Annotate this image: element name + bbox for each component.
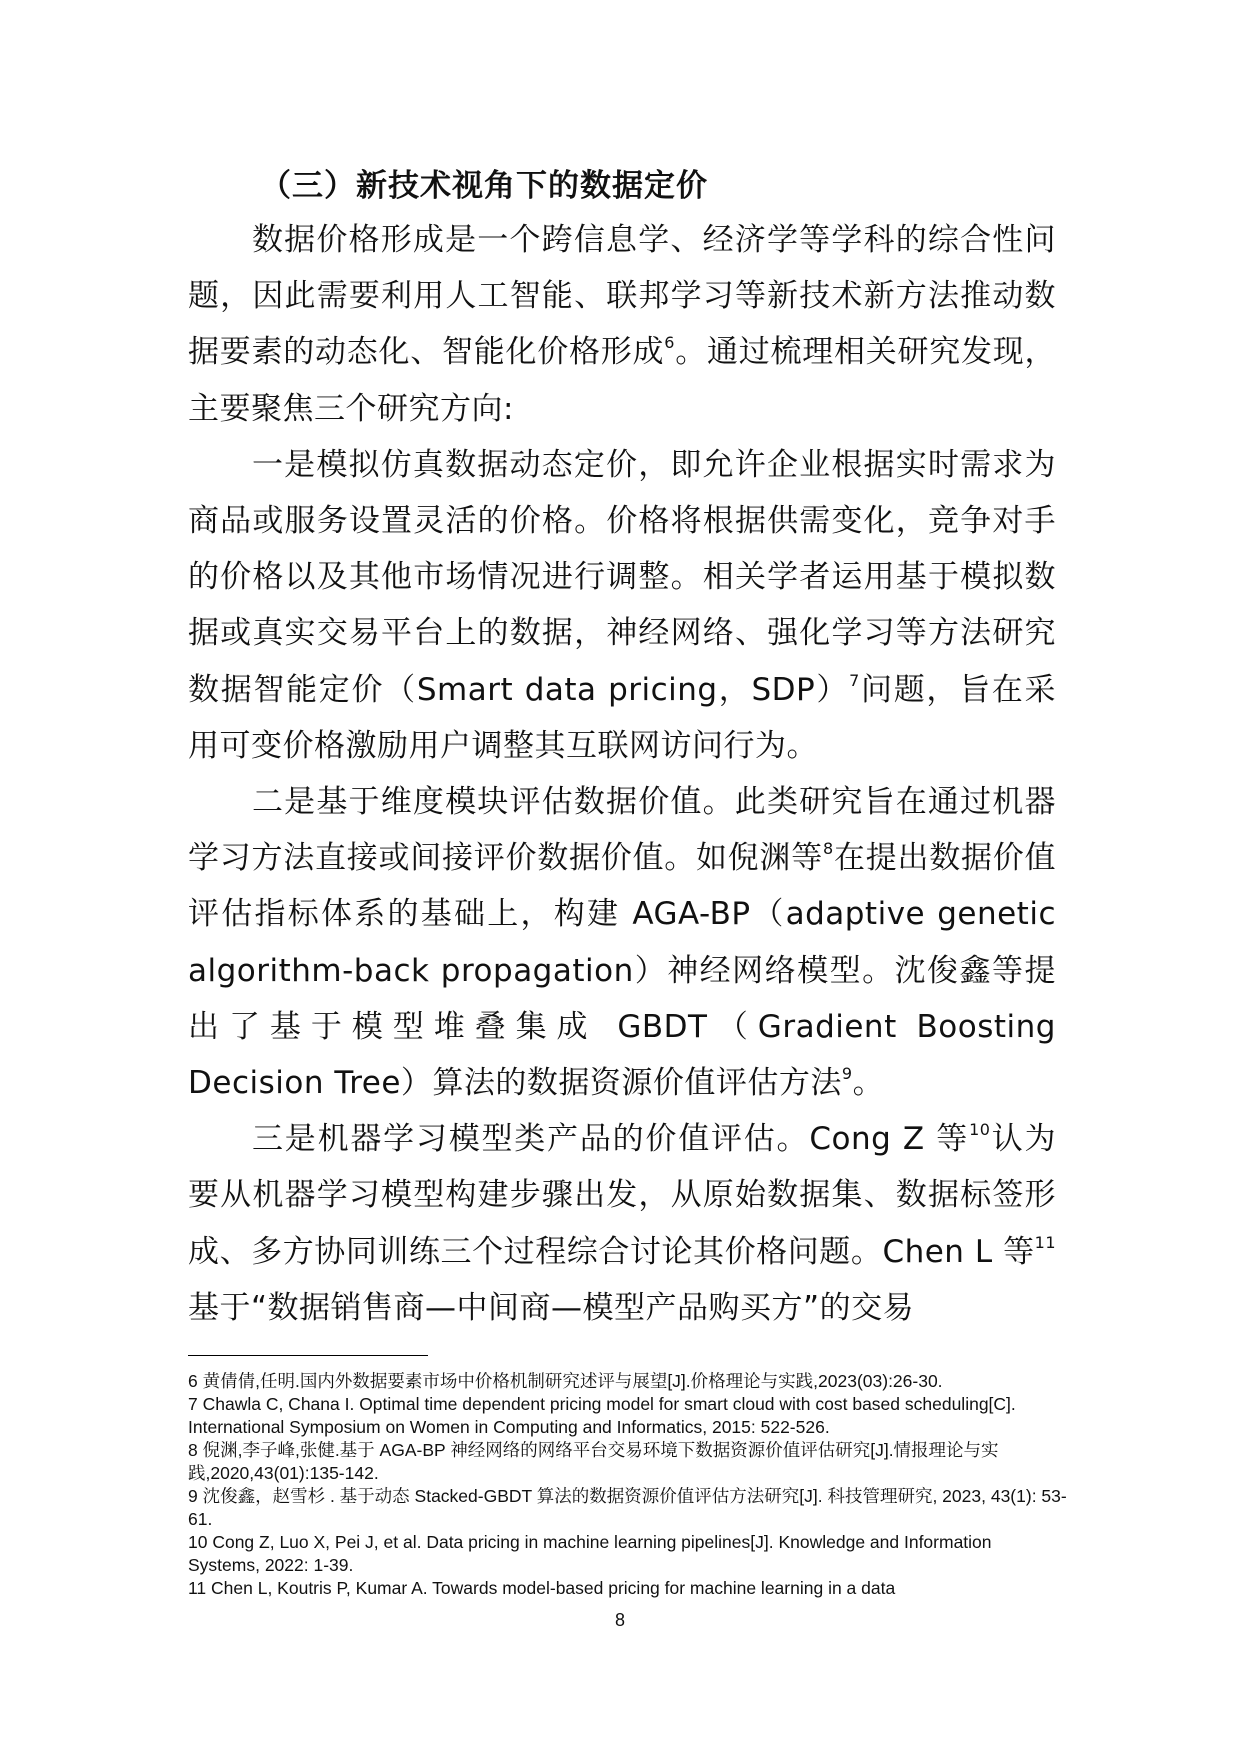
text-segment: 基于“数据销售商—中间商—模型产品购买方”的交易	[188, 1289, 915, 1326]
footnotes	[188, 1370, 1068, 1600]
paragraph-direction-2	[188, 774, 1056, 1111]
footnote-ref-7[interactable]: 7	[849, 670, 860, 690]
page-number: 8	[614, 1610, 625, 1630]
footnote-ref-11[interactable]: 11	[1034, 1232, 1056, 1252]
paragraph-direction-3	[188, 1111, 1056, 1336]
text-segment: 在提出数据价值评估指标体系的基础上，构建 AGA-BP（adaptive genetic algorithm-back propagation）神经网络模型。沈俊鑫等提出了基于模型堆叠集成 GBDT（Gradient Boosting Decision Tree）算法的数据资源价值评估方法	[188, 840, 1057, 1102]
body-text	[188, 212, 1056, 1336]
footnote-11: 11 Chen L, Koutris P, Kumar A. Towards model-based pricing for machine learning in a data	[188, 1578, 896, 1598]
text-segment: 三是机器学习模型类产品的价值评估。Cong Z 等	[252, 1121, 970, 1158]
text-segment: 。通过梳理相关研究发现，主要聚焦三个研究方向:	[188, 334, 1057, 427]
footnote-ref-10[interactable]: 10	[969, 1120, 991, 1140]
footnote-8: 8 倪渊,李子峰,张健.基于 AGA-BP 神经网络的网络平台交易环境下数据资源价值评估研究[J].情报理论与实践,2020,43(01):135-142.	[188, 1440, 999, 1483]
text-segment: 认为要从机器学习模型构建步骤出发，从原始数据集、数据标签形成、多方协同训练三个过程综合讨论其价格问题。Chen L 等	[188, 1121, 1056, 1270]
text-segment: 二是基于维度模块评估数据价值。此类研究旨在通过机器学习方法直接或间接评价数据价值。如倪渊等	[188, 784, 1056, 877]
section-heading: （三）新技术视角下的数据定价	[260, 168, 708, 204]
footnote-ref-8[interactable]: 8	[823, 839, 834, 859]
text-segment: 一是模拟仿真数据动态定价，即允许企业根据实时需求为商品或服务设置灵活的价格。价格将根据供需变化，竞争对手的价格以及其他市场情况进行调整。相关学者运用基于模拟数据或真实交易平台上的数据，神经网络、强化学习等方法研究数据智能定价（Smart data pricing，SDP）	[188, 446, 1056, 708]
text-segment: 。	[852, 1065, 885, 1102]
footnote-9: 9 沈俊鑫，赵雪杉 . 基于动态 Stacked-GBDT 算法的数据资源价值评估方法研究[J]. 科技管理研究, 2023, 43(1): 53-61.	[188, 1486, 1067, 1529]
text-segment: 数据价格形成是一个跨信息学、经济学等学科的综合性问题，因此需要利用人工智能、联邦学习等新技术新方法推动数据要素的动态化、智能化价格形成	[188, 222, 1056, 371]
text-segment: 问题，旨在采用可变价格激励用户调整其互联网访问行为。	[188, 671, 1056, 764]
footnote-ref-9[interactable]: 9	[841, 1064, 853, 1084]
footnote-ref-6[interactable]: 6	[664, 333, 675, 353]
paragraph-intro	[188, 212, 1056, 437]
footnote-separator	[188, 1355, 428, 1356]
footnote-7: 7 Chawla C, Chana I. Optimal time dependent pricing model for smart cloud with cost based scheduling[C]. International Symposium on Women in Computing and Informatics, 2015: 522-526.	[188, 1394, 1016, 1437]
paragraph-direction-1	[188, 437, 1056, 774]
footnote-10: 10 Cong Z, Luo X, Pei J, et al. Data pricing in machine learning pipelines[J]. Knowledge and Information Systems, 2022: 1-39.	[188, 1532, 992, 1575]
footnote-6: 6 黄倩倩,任明.国内外数据要素市场中价格机制研究述评与展望[J].价格理论与实践,2023(03):26-30.	[188, 1371, 943, 1391]
